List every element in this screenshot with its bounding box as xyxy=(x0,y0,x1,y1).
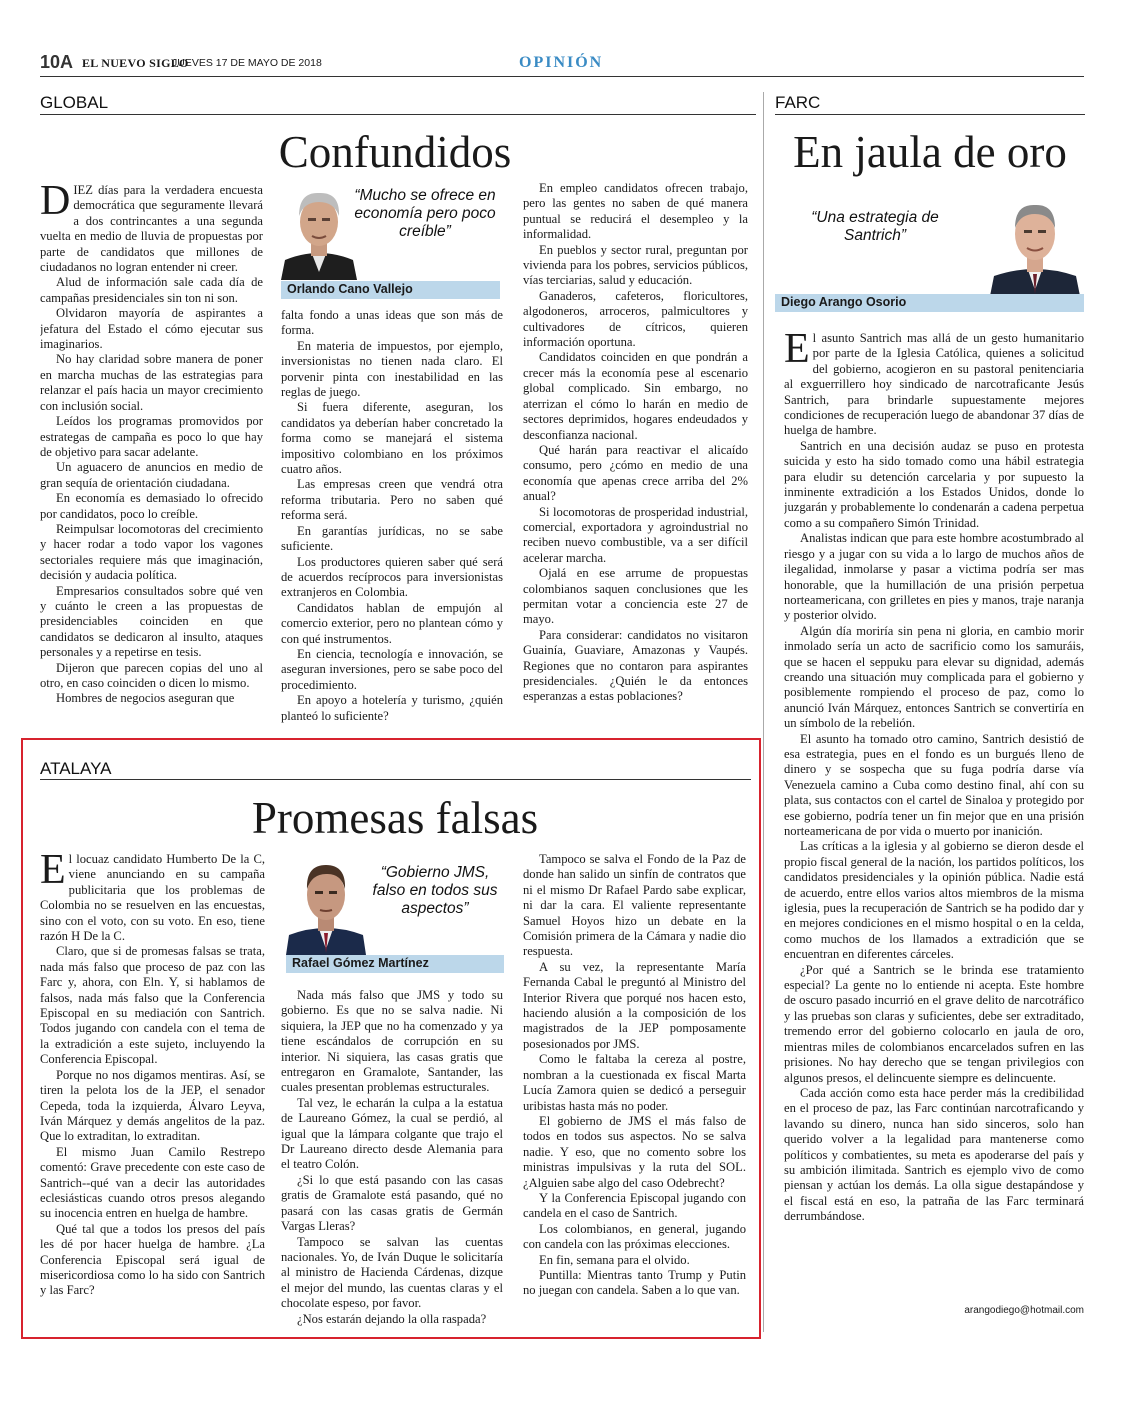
paragraph: El mismo Juan Camilo Restrepo comentó: Grave precedente con este caso de Santrich--qué van a decir las autoridades eclesiásticas cuando otros presos alegando su inocencia entren en huelga de hambre. xyxy=(40,1144,265,1221)
author-name: Orlando Cano Vallejo xyxy=(281,281,500,299)
column-divider xyxy=(763,92,764,1332)
paragraph: En garantías jurídicas, no se sabe suficiente. xyxy=(281,523,503,554)
paragraph: Si locomotoras de prosperidad industrial, comercial, exportadora y agroindustrial no reciben nuevo combustible, va a ser difícil acelerar marcha. xyxy=(523,504,748,565)
newspaper-name: EL NUEVO SIGLO xyxy=(82,56,189,70)
paragraph: En fin, semana para el olvido. xyxy=(539,1252,690,1267)
paragraph: Santrich en una decisión audaz se puso en protesta suicida y esto ha sido tomado como una hábil estrategia para eludir su detención carcelaria y por supuesto la inminente extradición a los Estados Unidos, donde lo juzgarán y probablemente lo condenarán a cadena perpetua como a su compañero Simón Trinidad. xyxy=(784,438,1084,530)
paragraph: En apoyo a hotelería y turismo, ¿quién planteó lo suficiente? xyxy=(281,693,503,723)
paragraph: Dijeron que parecen copias del uno al otro, en caso coinciden o dicen lo mismo. xyxy=(40,660,263,690)
paragraph: En materia de impuestos, por ejemplo, inversionistas no tienen nada claro. El porvenir pinta con inestabilidad en las reglas de juego. xyxy=(281,338,503,400)
label-rule xyxy=(775,114,1085,115)
issue-date: JUEVES 17 DE MAYO DE 2018 xyxy=(172,57,322,69)
author-photo xyxy=(286,853,366,955)
header-rule xyxy=(40,76,1084,77)
paragraph: Analistas indican que para este hombre acostumbrado al riesgo y a jugar con su vida a lo largo de muchos años de ilegalidad, inmolarse y pasar a victima podría ser mas honorable, que la humillación de una prisión perpetua norteamericana, con grilletes en pies y manos, traje naranja y posterior olvido. xyxy=(784,531,1084,623)
column-label-global: GLOBAL xyxy=(40,93,109,112)
paragraph: El asunto ha tomado otro camino, Santrich desistió de esa estrategia, pues en el fondo es un burgués lleno de dinero y se sospecha que su fuga podría darse vía Venezuela camino a Cuba como destino final, ahí con su plata, sus contactos con el cartel de Sinaloa y protegido por ese gobierno, podría tener un fin mejor que en una prisión norteamericana de por vida o muerto por inanición. xyxy=(784,731,1084,838)
paragraph: Candidatos coinciden en que pondrán a crecer más la economía pese al escenario global complicado. Sin embargo, no aterrizan el cómo lo harán en medio de sectores deprimidos, hogares endeudados y desconfianza nacional. xyxy=(523,350,748,442)
paragraph: Para considerar: candidatos no visitaron Guainía, Guaviare, Amazonas y Vaupés. Regiones que no contaron para aspirantes presidenciales. ¿Quién le da entonces esperanzas a estas poblaciones? xyxy=(523,627,748,704)
label-rule xyxy=(40,779,751,780)
pull-quote: “Gobierno JMS, falso en todos sus aspectos” xyxy=(372,864,498,917)
paragraph: Empresarios consultados sobre qué ven y cuánto le creen a las propuestas de presidenciables coinciden en que candidatos se dedicaron al insulto, ataques personales y a repetirse en tesis. xyxy=(40,583,263,660)
paragraph: El gobierno de JMS el más falso de todos en todos sus aspectos. No se salva nadie. Y eso, que no comento sobre los ministras impulsivas y la ruta del SOL. ¿Alguien sabe algo del caso Odebrecht? xyxy=(523,1113,746,1190)
drop-cap: D xyxy=(40,183,71,224)
paragraph: ¿Por qué a Santrich se le brinda ese tratamiento especial? La gente no lo entiende ni acepta. Este hombre de oscuro pasado incurrió en el grave delito de narcotráfico y las pruebas son claras y suficientes, debe ser extraditado, tremendo error del gobierno colocarlo en jaula de oro, mientras miles de colombianos encarcelados sufren en las prisiones. No hay derecho que se tengan privilegios con algunos presos, el delincuente siempre es delincuente. xyxy=(784,962,1084,1085)
paragraph: En ciencia, tecnología e innovación, se aseguran inversiones, pero se sabe poco del procedimiento. xyxy=(281,646,503,692)
paragraph: ¿Nos estarán dejando la olla raspada? xyxy=(297,1311,487,1326)
article-column xyxy=(281,308,503,734)
paragraph: Las empresas creen que vendrá otra reforma tributaria. Pero no saben qué reforma será. xyxy=(281,477,503,523)
paragraph: En pueblos y sector rural, preguntan por vivienda para los pobres, servicios públicos, vías terciarias, salud y educación. xyxy=(523,242,748,288)
drop-cap: E xyxy=(40,852,66,893)
drop-cap: E xyxy=(784,331,810,372)
author-photo xyxy=(279,180,359,280)
article-title-confundidos: Confundidos xyxy=(278,127,512,177)
paragraph: En economía es demasiado lo ofrecido por candidatos, poco lo creíble. xyxy=(40,491,263,521)
author-photo xyxy=(990,190,1080,296)
paragraph: Si fuera diferente, aseguran, los candidatos ya deberían haber concretado la forma como se manejará el sistema impositivo colombiano en los próximos cuatro años. xyxy=(281,400,503,477)
paragraph: Puntilla: Mientras tanto Trump y Putin no juegan con candela. Saben a lo que van. xyxy=(523,1267,746,1298)
article-column xyxy=(523,852,746,1330)
author-name: Rafael Gómez Martínez xyxy=(286,955,504,973)
article-column xyxy=(40,183,263,731)
paragraph: Qué harán para reactivar el alicaído consumo, pero ¿cómo en medio de una economía que apenas crece arriba del 2% anual? xyxy=(523,442,748,504)
section-title: OPINIÓN xyxy=(519,54,604,71)
paragraph: Las críticas a la iglesia y al gobierno se dieron desde el propio fiscal general de la nación, los partidos políticos, los candidatos presidenciales y la opinión pública. Nadie está de acuerdo, entre ellos varios altos miembros de la misma iglesia, pues la recuperación de Santrich se ha podido dar y en mejores condiciones en el mismo hospital o en la celda, como muchos de los llamados a extradición que se encuentran en diferentes cárceles. xyxy=(784,839,1084,962)
paragraph: Reimpulsar locomotoras del crecimiento y hacer rodar a todo vapor los vagones sectoriales requiere más que imaginación, decisión y audacia política. xyxy=(40,521,263,583)
paragraph: Cada acción como esta hace perder más la credibilidad en el proceso de paz, las Farc continúan narcotraficando y lavando su dinero, nunca han sido sinceros, solo han querido volver a la legalidad para mantenerse como políticos y combatientes, su meta es apoderarse del país y su ambición ilimitada. Santrich es ejemplo vivo de como piensan y actúan los demás. La olla sigue destapándose y el fiscal está en eso, la patraña de las Farc terminará derrumbándose. xyxy=(784,1085,1084,1224)
paragraph: Candidatos hablan de empujón al comercio exterior, pero no plantean cómo y con qué instrumentos. xyxy=(281,600,503,646)
paragraph: Qué tal que a todos los presos del país les dé por hacer huelga de hambre. ¿La Conferencia Episcopal será igual de misericordiosa como lo ha sido con Santrich y las Farc? xyxy=(40,1221,265,1298)
pull-quote: “Mucho se ofrece en economía pero poco creíble” xyxy=(354,187,496,240)
paragraph: Tal vez, le echarán la culpa a la estatua de Laureano Gómez, la cual se perdió, al igual que la lámpara colgante que trajo el Dr Laureano directo desde Alemania para el teatro Colón. xyxy=(281,1095,503,1172)
paragraph: Alud de información sale cada día de campañas presidenciales sin ton ni son. xyxy=(40,275,263,305)
paragraph: Nada más falso que JMS y todo su gobierno. Es que no se salva nadie. Ni siquiera, la JEP que no ha comenzado y ya tiene escándalos de corrupción en su interior. Ni siquiera, las casas gratis que entregaron en Gramalote, Santander, las cuales presentan problemas estructurales. xyxy=(281,988,503,1095)
article-column xyxy=(784,331,1084,1293)
paragraph: Un aguacero de anuncios en medio de gran sequía de orientación ciudadana. xyxy=(40,460,263,490)
column-label-atalaya: ATALAYA xyxy=(40,759,112,778)
paragraph: Olvidaron mayoría de aspirantes a jefatura del Estado el cómo ejecutar sus imaginarios. xyxy=(40,306,263,352)
paragraph: A su vez, la representante María Fernanda Cabal le preguntó al Ministro del Interior Rivera que porqué nos hacen esto, haciendo alusión a la composición de los magistrados de la JEP pomposamente posesionados por JMS. xyxy=(523,959,746,1051)
paragraph: l locuaz candidato Humberto De la C, viene anunciando en su campaña publicitaria que los problemas de Colombia no se resuelven en las encuestas, sino con el voto, con su voto. En eso, tiene razón H De la C. xyxy=(40,852,265,944)
paragraph: Ojalá en ese arrume de propuestas colombianos saquen conclusiones que les permitan votar a conciencia este 27 de mayo. xyxy=(523,566,748,627)
paragraph: Hombres de negocios aseguran que xyxy=(56,691,235,706)
paragraph: Como le faltaba la cereza al postre, nombran a la cuestionada ex fiscal Marta Lucía Zamora quien se dedicó a perseguir uribistas hasta más no poder. xyxy=(523,1052,746,1113)
paragraph: ¿Si lo que está pasando con las casas gratis de Gramalote está pasando, qué no pasará con las casas gratis de Germán Vargas Lleras? xyxy=(281,1172,503,1234)
paragraph: IEZ días para la verdadera encuesta democrática que seguramente llevará a dos contrincantes a una segunda vuelta en medio de lluvia de propuestas por parte de candidatos que millones de ciudadanos no logran entender ni creer. xyxy=(40,183,263,275)
paragraph: Algún día moriría sin pena ni gloria, en cambio morir inmolado sería un acto de sacrificio como los samuráis, que se hacen el seppuku para elevar su dignidad, además creando una situación muy complicada para el gobierno y posiblemente rompiendo el proceso de paz, como lo anunció Iván Márquez, entonces Santrich se convertiría en un símbolo de la rebelión. xyxy=(784,623,1084,731)
paragraph: Porque no nos digamos mentiras. Así, se tiren la pelota los de la JEP, el senador Cepeda, toda la izquierda, Álvaro Leyva, Iván Márquez y demás angelitos de la paz. Que lo extraditan, lo extraditan. xyxy=(40,1067,265,1144)
author-name: Diego Arango Osorio xyxy=(775,294,1084,312)
paragraph: Tampoco se salvan las cuentas nacionales. Yo, de Iván Duque le solicitaría al ministro de Hacienda Cárdenas, dizque el mejor del mundo, las cuentas claras y el chocolate espeso, por favor. xyxy=(281,1234,503,1311)
paragraph: Ganaderos, cafeteros, floricultores, algodoneros, arroceros, palmicultores y cultivadores de cítricos, quieren información oportuna. xyxy=(523,288,748,350)
paragraph: Y la Conferencia Episcopal jugando con candela en el caso de Santrich. xyxy=(523,1190,746,1221)
paragraph: Claro, que si de promesas falsas se trata, nada más falso que proceso de paz con las Farc y, ahora, con Eln. Y, si hablamos de falsos, nada más falso que la Conferencia Episcopal en su mediación con Santrich. Todos jugando con candela con el tema de la extradición a este sujeto, incluyendo la Conferencia Episcopal. xyxy=(40,944,265,1067)
label-rule xyxy=(40,114,756,115)
article-column xyxy=(281,988,503,1330)
page-number: 10A xyxy=(40,52,74,72)
article-title-promesas-falsas: Promesas falsas xyxy=(251,793,539,843)
author-email[interactable]: arangodiego@hotmail.com xyxy=(964,1305,1084,1316)
article-column xyxy=(523,181,748,733)
article-title-en-jaula-de-oro: En jaula de oro xyxy=(793,127,1067,177)
paragraph: En empleo candidatos ofrecen trabajo, pero las gentes no saben de qué manera puntual se reducirá el desempleo y la informalidad. xyxy=(523,181,748,242)
paragraph: l asunto Santrich mas allá de un gesto humanitario por parte de la Iglesia Católica, quienes a solicitud del gobierno, acogieron en su pastoral penitenciaria al exguerrillero hoy sindicado de narcotraficante Jesús Santrich, para brindarle supuestamente mejores condiciones de recuperación luego de abandonar 37 días de huelga de hambre. xyxy=(784,331,1084,438)
paragraph: Los productores quieren saber qué será de acuerdos recíprocos para inversionistas extranjeros en Colombia. xyxy=(281,554,503,600)
paragraph: Tampoco se salva el Fondo de la Paz de donde han salido un sinfín de contratos que ni el mismo Dr Rafael Pardo sabe explicar, ni dar la cara. El valiente representante Samuel Hoyos hizo un debate en la Comisión primera de la Cámara y nadie dio respuesta. xyxy=(523,852,746,959)
paragraph: Leídos los programas promovidos por estrategas de campaña es poco lo que hay de objetivo para sacar adelante. xyxy=(40,414,263,459)
pull-quote: “Una estrategia de Santrich” xyxy=(811,209,939,244)
paragraph: No hay claridad sobre manera de poner en marcha muchas de las estrategias para relanzar el país hacia un mayor crecimiento con inclusión social. xyxy=(40,352,263,413)
article-column xyxy=(40,852,265,1330)
paragraph: falta fondo a unas ideas que son más de forma. xyxy=(281,308,503,338)
paragraph: Los colombianos, en general, jugando con candela con las próximas elecciones. xyxy=(523,1221,746,1252)
column-label-farc: FARC xyxy=(775,93,821,112)
